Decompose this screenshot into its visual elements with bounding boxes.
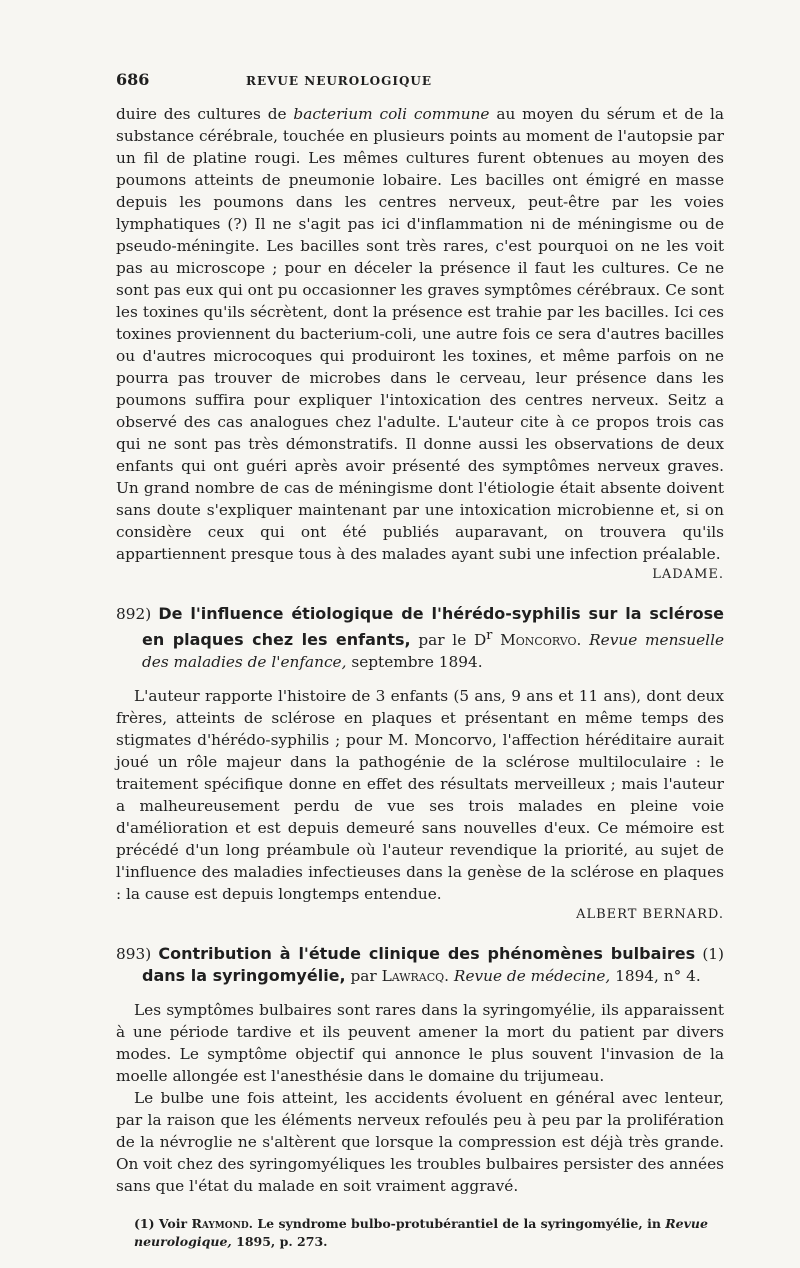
entry-892-journal: Revue mensuelle des maladies de l'enfance, (142, 631, 725, 672)
running-head: REVUE NEUROLOGIQUE (246, 74, 433, 88)
entry-893-body-1: Les symptômes bulbaires sont rares dans la syringomyélie, ils apparaissent à une période tardive et ils peuvent amener la mort du patient par divers modes. Le symptôme objectif qui annonce le plus souvent l'invasion de la moelle allongée est l'anesthésie dans le domaine du trijumeau. (116, 1001, 724, 1086)
footnote-b: . Le syndrome bulbo-protubérantiel de la syringomyélie, in (248, 1216, 666, 1232)
entry-892-body: L'auteur rapporte l'histoire de 3 enfants (5 ans, 9 ans et 11 ans), dont deux frères, atteints de sclérose en plaques et présentant en même temps des stigmates d'hérédo-syphilis ; pour M. Moncorvo, l'affection héréditaire aurait joué un rôle majeur dans la pathogénie de la sclérose multiloculaire : le traitement spécifique donne en effet des résultats merveilleux ; mais l'auteur a malheureusement perdu de vue ses trois malades en pleine voie d'amélioration et est depuis demeuré sans nouvelles d'eux. Ce mémoire est précédé d'un long préambule où l'auteur revendique la priorité, au sujet de l'influence des maladies infectieuses dans la genèse de la sclérose en plaques : la cause est depuis longtemps entendue. (116, 687, 724, 904)
footnote (116, 1215, 724, 1251)
entry-893-title-cont: dans la syringomyélie, (142, 966, 346, 986)
prev-text-c: au moyen du sérum et de la substance cérébrale, touchée en plusieurs points au moment de l'autopsie par un fil de platine rougi. Les mêmes cultures furent obtenues au moyen des poumons atteints de pneumonie lobaire. Les bacilles ont émigré en masse depuis les poumons dans les centres nerveux, peut-être par les voies lymphatiques (?) Il ne s'agit pas ici d'inflammation ni de méningisme ou de pseudo-méningite. Les bacilles sont très rares, c'est pourquoi on ne les voit pas au microscope ; pour en déceler la présence il faut les cultures. Ce ne sont pas eux qui ont pu occasionner les graves symptômes cérébraux. Ce sont les toxines qu'ils sécrètent, dont la présence est trahie par les bacilles. Ici ces toxines proviennent du bacterium-coli, une autre fois ce sera d'autres bacilles ou d'autres microcoques qui produiront les toxines, et même parfois on ne pourra pas trouver de microbes dans le cerveau, leur présence dans les poumons suffira pour expliquer l'intoxication des centres nerveux. Seitz a observé des cas analogues chez l'adulte. L'auteur cite à ce propos trois cas qui ne sont pas très démonstratifs. Il donne aussi les observations de deux enfants qui ont guéri après avoir présenté des symptômes nerveux graves. Un grand nombre de cas de méningisme dont l'étiologie était absente doivent sans doute s'expliquer maintenant par une intoxication microbienne et, si on considère ceux qui ont été publiés auparavant, on trouvera qu'ils appartiennent presque tous à des malades ayant subi une infection préalable. (116, 105, 725, 563)
entry-893-note-ref: (1) (695, 945, 724, 964)
entry-892-date: septembre 1894. (346, 653, 483, 672)
entry-892-author: Moncorvo. (492, 631, 582, 650)
entry-892 (116, 603, 724, 925)
entry-893-date: 1894, n° 4. (610, 967, 701, 986)
footnote-c: 1895, p. 273. (231, 1234, 328, 1250)
page-number: 686 (116, 70, 150, 89)
entry-893-title: Contribution à l'étude clinique des phénomènes bulbaires (158, 944, 696, 964)
entry-892-number: 892) (116, 605, 152, 623)
entry-892-heading (116, 603, 724, 673)
entry-892-sup: r (486, 628, 493, 643)
entry-893 (116, 943, 724, 1197)
entry-893-author: Lawracq. (381, 967, 450, 986)
entry-893-by: par (345, 967, 382, 986)
page-header (116, 70, 724, 89)
prev-italic-term: bacterium coli commune (293, 105, 490, 123)
signature-ladame: LADAME. (652, 567, 724, 582)
entry-893-heading (116, 943, 724, 987)
entry-892-title: De l'influence étiologique de l'hérédo-syphilis sur la sclérose en plaques chez les enfants, (142, 604, 724, 650)
entry-892-by: par le D (410, 631, 487, 650)
entry-893-body-2: Le bulbe une fois atteint, les accidents évoluent en général avec lenteur, par la raison que les éléments nerveux refoulés peu à peu par la prolifération de la névroglie ne s'altèrent que lorsque la compression est déjà très grande. On voit chez des syringomyéliques les troubles bulbaires persister des années sans que l'état du malade en soit vraiment aggravé. (116, 1089, 724, 1196)
footnote-author: Raymond (191, 1216, 249, 1232)
entry-893-journal: Revue de médecine, (449, 967, 611, 986)
prev-text-a: duire des cultures de (116, 105, 294, 123)
previous-abstract-body (116, 103, 724, 565)
footnote-journal: Revue neurologique, (134, 1216, 708, 1250)
entry-893-number: 893) (116, 945, 152, 964)
footnote-a: (1) Voir (134, 1216, 192, 1232)
signature-albert-bernard: ALBERT BERNARD. (576, 907, 724, 923)
